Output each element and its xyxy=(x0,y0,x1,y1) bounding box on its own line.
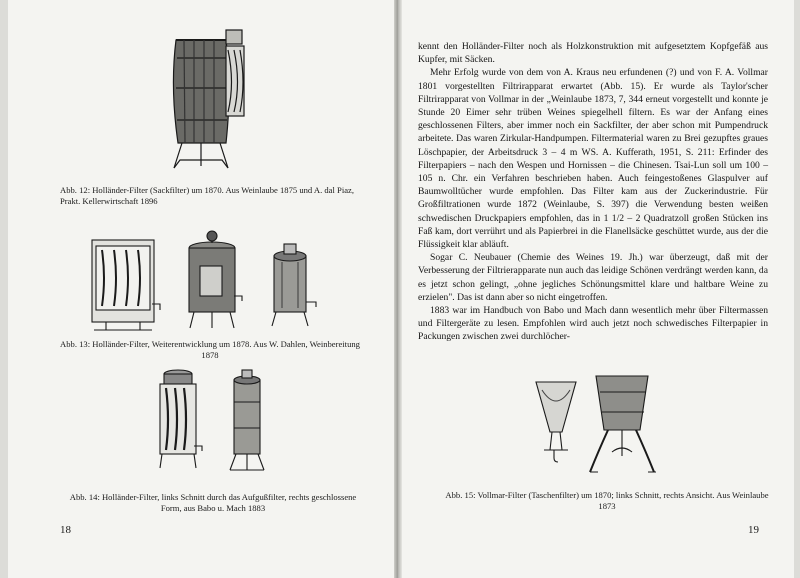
left-page-edge xyxy=(0,0,8,578)
book-gutter xyxy=(394,0,402,578)
right-page-edge xyxy=(794,0,800,578)
paragraph-3: Sogar C. Neubauer (Chemie des Weines 19. Jh.) war überzeugt, daß mit der Verbesserung der Filtrierapparate nun auch das leidige Schönen verdrängt werden kann, da es jetzt schon gelingt, „ohne jegliches Schönungsmittel klare und haltbare Weine zu erzielen". Das ist dann aber so nicht eingetroffen. xyxy=(418,252,768,303)
figure-12-barrel-filter xyxy=(168,28,258,178)
left-page-number: 18 xyxy=(60,524,71,536)
figure-15-caption: Abb. 15: Vollmar-Filter (Taschenfilter) um 1870; links Schnitt, rechts Ansicht. Aus Weinlaube 1873 xyxy=(445,490,769,511)
paragraph-4: 1883 war im Handbuch von Babo und Mach dann wesentlich mehr über Filtermassen und Filtergeräte zu lesen. Empfohlen wird auch jetzt noch schwedisches Filterpapier in Packungen zwischen zwei durchlöcher- xyxy=(418,305,768,343)
figure-14-caption: Abb. 14: Holländer-Filter, links Schnitt durch das Aufgußfilter, rechts geschlossene Form, aus Babo u. Mach 1883 xyxy=(69,492,357,513)
figure-13-three-filters xyxy=(88,218,338,334)
figure-13-caption: Abb. 13: Holländer-Filter, Weiterentwicklung um 1878. Aus W. Dahlen, Weinbereitung 1878 xyxy=(60,339,360,360)
paragraph-2: Mehr Erfolg wurde von dem von A. Kraus neu erfundenen (?) und von F. A. Vollmar 1801 vorgestellten Filtrirapparat erwartet (Abb. 15). Er wurde als Taylor'scher Filtrirapparat von Vollmar in der „Weinlaube 1873, 7, 344 erneut vorgestellt und konnte je Stunde 20 Eimer sehr trüben Weines spiegelhell filtern. Es war der Anfang eines geschlossenen Filters, aber immer noch ein Sackfilter, der aber schon mit Pumpendruck arbeitete. Das waren Zirkular-Handpumpen. Filtermaterial waren zu Brei gezupftes graues Löschpapier, der Arbeitsdruck 3 – 4 m WS. A. Kufferath, 1951, S. 211: Erfinder des Filterpapiers – nach den Wespen und Hornissen – die Chinesen. Tsai-Lun soll um 100 – 105 n. Chr. ein Verfahren beschrieben haben. Auch feingestoßenes Glaspulver auf Baumwolltücher wurde empfohlen. Das Filter kam aus der Zuckerindustrie. Für Großfiltrationen wurde 1872 (Weinlaube, S. 397) die Verwendung besten weißen schwedischen Druckpapiers empfohlen, das in 1 1/2 – 2 Quadratzoll großen Stücken ins Faß kam, dort verrührt und als Papierbrei in die Flanellsäcke geschüttet wurde, aus der die Flüssigkeit klar abläuft. xyxy=(418,67,768,251)
figure-14-two-filters xyxy=(150,362,280,474)
figure-12-caption: Abb. 12: Holländer-Filter (Sackfilter) um 1870. Aus Weinlaube 1875 und A. dal Piaz, Prakt. Kellerwirtschaft 1896 xyxy=(60,185,354,206)
right-page-body xyxy=(418,40,768,344)
paragraph-1: kennt den Holländer-Filter noch als Holzkonstruktion mit aufgesetztem Kopfgefäß aus Kupfer, mit Säcken. xyxy=(418,41,768,66)
figure-15-vollmar-filter xyxy=(528,372,668,484)
right-page-number: 19 xyxy=(748,524,759,536)
